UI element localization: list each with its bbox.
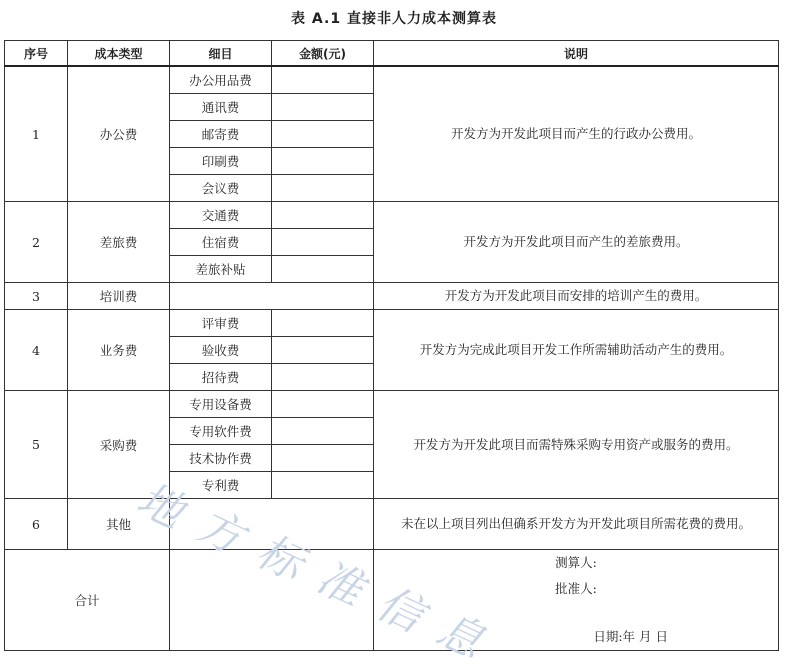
row-desc: 未在以上项目列出但确系开发方为开发此项目所需花费的费用。 xyxy=(374,499,779,550)
row-desc: 开发方为开发此项目而安排的培训产生的费用。 xyxy=(374,283,779,310)
amount-cell[interactable] xyxy=(272,445,374,472)
amount-cell[interactable] xyxy=(272,148,374,175)
row-no: 6 xyxy=(5,499,68,550)
row-no: 5 xyxy=(5,391,68,499)
amount-cell[interactable] xyxy=(272,66,374,94)
amount-cell[interactable] xyxy=(272,121,374,148)
row-type: 差旅费 xyxy=(68,202,170,283)
amount-cell[interactable] xyxy=(170,499,374,550)
table-title: 表 A.1 直接非人力成本测算表 xyxy=(291,11,497,27)
row-item: 专用设备费 xyxy=(170,391,272,418)
row-no: 2 xyxy=(5,202,68,283)
row-item: 差旅补贴 xyxy=(170,256,272,283)
header-desc: 说明 xyxy=(374,41,779,67)
row-item: 技术协作费 xyxy=(170,445,272,472)
amount-cell[interactable] xyxy=(272,364,374,391)
row-no: 4 xyxy=(5,310,68,391)
date-label: 日期:年 月 日 xyxy=(593,629,668,644)
amount-cell[interactable] xyxy=(272,472,374,499)
approver-label: 批准人: xyxy=(555,581,597,596)
header-row xyxy=(5,41,779,67)
total-amount-cell[interactable] xyxy=(170,550,374,651)
total-label: 合计 xyxy=(5,550,170,651)
row-item: 通讯费 xyxy=(170,94,272,121)
watermark-char: 息 xyxy=(429,603,491,669)
signature-cell xyxy=(374,550,779,651)
amount-cell[interactable] xyxy=(272,337,374,364)
row-item: 会议费 xyxy=(170,175,272,202)
table-row xyxy=(5,310,779,337)
table-row xyxy=(5,391,779,418)
row-desc: 开发方为开发此项目而产生的行政办公费用。 xyxy=(374,66,779,202)
row-desc: 开发方为开发此项目而需特殊采购专用资产或服务的费用。 xyxy=(374,391,779,499)
total-row xyxy=(5,550,779,651)
estimator-label: 测算人: xyxy=(555,555,597,570)
row-type: 采购费 xyxy=(68,391,170,499)
table-row xyxy=(5,66,779,94)
row-type: 业务费 xyxy=(68,310,170,391)
amount-cell[interactable] xyxy=(272,391,374,418)
watermark-char: 信 xyxy=(369,577,431,643)
amount-cell[interactable] xyxy=(272,310,374,337)
amount-cell[interactable] xyxy=(272,229,374,256)
row-type: 办公费 xyxy=(68,66,170,202)
header-amount: 金额(元) xyxy=(272,41,374,67)
header-item: 细目 xyxy=(170,41,272,67)
amount-cell[interactable] xyxy=(272,94,374,121)
amount-cell[interactable] xyxy=(272,175,374,202)
row-item: 邮寄费 xyxy=(170,121,272,148)
amount-cell[interactable] xyxy=(272,256,374,283)
row-item: 专用软件费 xyxy=(170,418,272,445)
header-type: 成本类型 xyxy=(68,41,170,67)
amount-cell[interactable] xyxy=(272,202,374,229)
row-item: 专利费 xyxy=(170,472,272,499)
watermark-char: 标 xyxy=(249,525,311,591)
row-item: 招待费 xyxy=(170,364,272,391)
amount-cell[interactable] xyxy=(272,418,374,445)
cost-table xyxy=(4,40,779,651)
amount-cell[interactable] xyxy=(170,283,374,310)
watermark-char: 方 xyxy=(189,499,251,565)
row-item: 住宿费 xyxy=(170,229,272,256)
row-item: 验收费 xyxy=(170,337,272,364)
row-desc: 开发方为开发此项目而产生的差旅费用。 xyxy=(374,202,779,283)
row-item: 印刷费 xyxy=(170,148,272,175)
watermark-char: 地 xyxy=(129,473,191,539)
table-row xyxy=(5,202,779,229)
row-type: 培训费 xyxy=(68,283,170,310)
row-item: 评审费 xyxy=(170,310,272,337)
row-desc: 开发方为完成此项目开发工作所需辅助活动产生的费用。 xyxy=(374,310,779,391)
table-row xyxy=(5,283,779,310)
row-no: 3 xyxy=(5,283,68,310)
row-item: 办公用品费 xyxy=(170,66,272,94)
row-no: 1 xyxy=(5,66,68,202)
table-row xyxy=(5,499,779,550)
header-no: 序号 xyxy=(5,41,68,67)
row-type: 其他 xyxy=(68,499,170,550)
row-item: 交通费 xyxy=(170,202,272,229)
watermark-char: 准 xyxy=(309,551,371,617)
